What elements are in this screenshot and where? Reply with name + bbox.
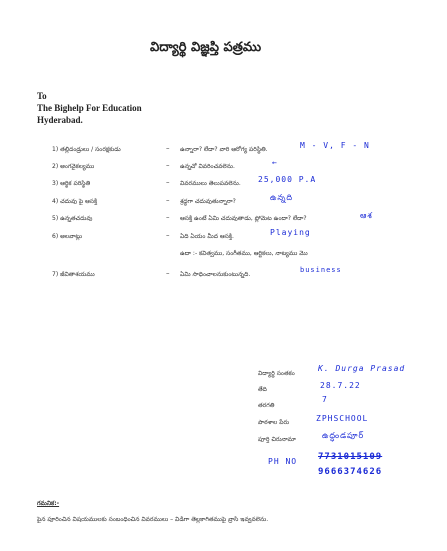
row-dash: – [166, 269, 170, 277]
row-dash: – [166, 161, 170, 169]
address-label: పూర్తి చిరునామా [258, 436, 296, 443]
row-answer: 25,000 P.A [258, 175, 317, 184]
row-dash: – [166, 213, 170, 221]
row-answer: business [300, 266, 342, 274]
row-dash: – [166, 196, 170, 204]
row-desc: ఆసక్తి ఉంటే ఏమి చదువుతాడు, ప్లోమెట ఉందా? లేదా? [180, 215, 307, 222]
row-desc: ఏది ఏయం మీద ఆసక్తి. [180, 233, 234, 240]
phone-value: 9666374626 [318, 467, 383, 477]
class-label: తరగతి [258, 402, 275, 409]
recipient-line: Hyderabad. [37, 115, 83, 125]
row-label: 7) జీవితాశయము [52, 271, 95, 278]
row-label: 5) ఉన్నతచదువు [52, 215, 93, 222]
row-desc: ఉన్నారా? లేదా? వారి ఆరోగ్య పరిస్థితి. [180, 146, 268, 153]
school-label: పాఠశాల పేరు [258, 419, 290, 426]
row-desc: ఏమి సాధించాలనుకుంటున్నది. [180, 271, 251, 278]
signature-label: విద్యార్థి సంతకం [258, 370, 295, 377]
recipient-block [37, 90, 142, 126]
row-answer: ఆశ [360, 211, 373, 220]
row-answer: ఉన్నది [270, 193, 294, 202]
row-dash: – [166, 178, 170, 186]
class-value: 7 [322, 395, 328, 404]
row-answer: Playing [270, 228, 311, 237]
row-desc: శ్రద్ధగా చదువుతున్నారా? [180, 198, 236, 205]
row-example: ఉదా :- కవిత్వము, సంగీతము, ఆర్టికలు, నాట్యము మొ [180, 250, 308, 257]
phone-value: 7731015109 [318, 452, 383, 462]
row-label: 6) అలవాట్లు [52, 233, 83, 240]
phone-label: PH NO [268, 457, 298, 466]
row-label: 4) చదువు పై ఆసక్తి [52, 198, 98, 205]
form-title: విద్యార్థి విజ్ఞప్తి పత్రము [150, 40, 262, 55]
date-label: తేది [258, 386, 267, 393]
date-value: 28.7.22 [320, 381, 361, 390]
recipient-line: The Bighelp For Education [37, 103, 142, 113]
address-value: ఉద్ధండపూర్ [322, 431, 365, 440]
row-label: 3) ఆర్థిక పరిస్థితి [52, 180, 91, 187]
row-dash: – [166, 231, 170, 239]
school-value: ZPHSCHOOL [316, 414, 369, 423]
row-label: 2) అంగవైకల్యము [52, 163, 95, 170]
note-text: పైన పూరించిన విషయములకు సంబంధించిన వివరములు – విడిగా తెల్లకాగితముపై వ్రాసి ఇవ్వవలెను. [37, 516, 269, 523]
recipient-line: To [37, 91, 47, 101]
row-answer: ← [272, 158, 278, 167]
row-answer: M - V, F - N [300, 141, 370, 150]
row-dash: – [166, 144, 170, 152]
row-desc: వివరములు తెలుపవలెను. [180, 180, 241, 187]
signature-value: K. Durga Prasad [318, 364, 406, 373]
note-heading: గమనిక:- [37, 500, 60, 507]
row-desc: ఉన్నచో వివరించవలెను. [180, 163, 235, 170]
row-label: 1) తల్లిదండ్రులు / సంరక్షకుడు [52, 146, 121, 153]
